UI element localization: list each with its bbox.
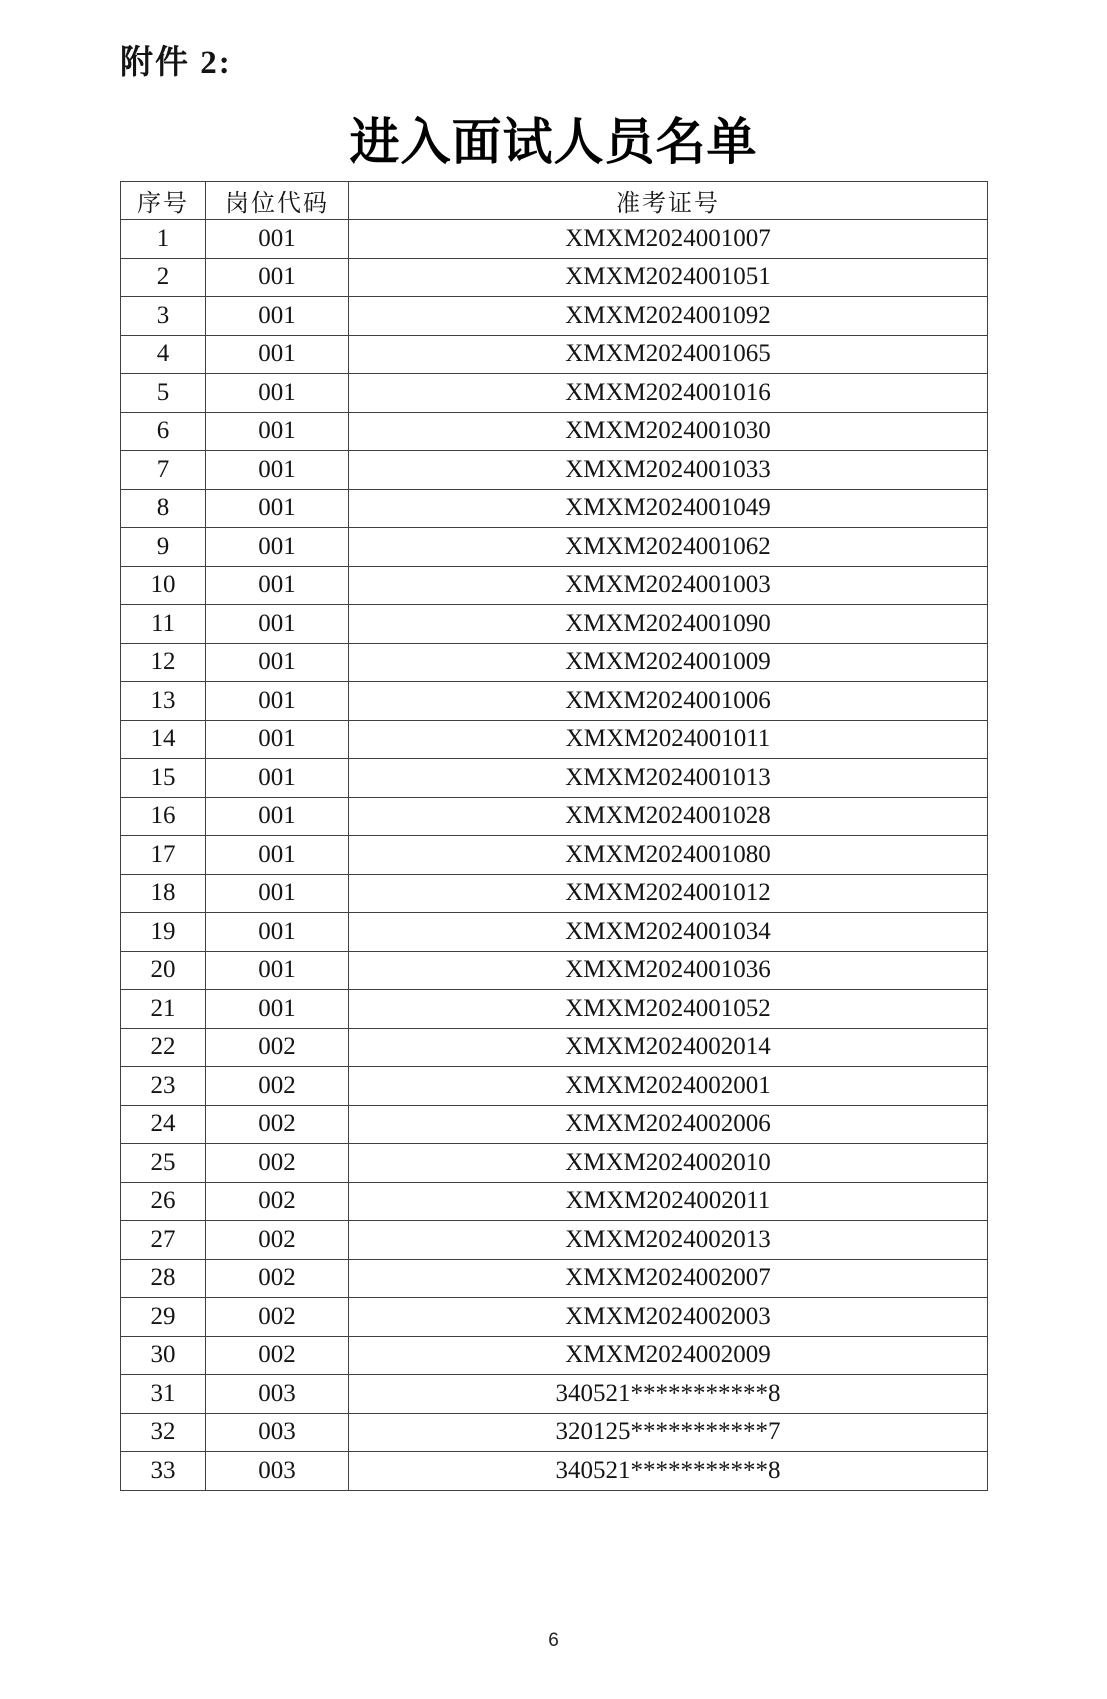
table-row (121, 1375, 988, 1414)
table-row (121, 682, 988, 721)
cell-position-code: 001 (205, 489, 348, 528)
table-row (121, 335, 988, 374)
cell-serial-number: 32 (121, 1413, 206, 1452)
cell-position-code: 003 (205, 1452, 348, 1491)
cell-ticket-number: XMXM2024002011 (349, 1182, 988, 1221)
page-number: 6 (548, 1630, 559, 1651)
cell-serial-number: 29 (121, 1298, 206, 1337)
table-row (121, 643, 988, 682)
table-body (121, 220, 988, 1491)
cell-serial-number: 18 (121, 874, 206, 913)
cell-serial-number: 22 (121, 1028, 206, 1067)
cell-serial-number: 11 (121, 605, 206, 644)
cell-position-code: 001 (205, 297, 348, 336)
cell-ticket-number: XMXM2024002003 (349, 1298, 988, 1337)
column-header-index: 序号 (121, 182, 206, 220)
table-row (121, 951, 988, 990)
table-row (121, 1105, 988, 1144)
table-row (121, 374, 988, 413)
cell-position-code: 002 (205, 1298, 348, 1337)
cell-serial-number: 21 (121, 990, 206, 1029)
cell-ticket-number: XMXM2024001009 (349, 643, 988, 682)
cell-ticket-number: XMXM2024002007 (349, 1259, 988, 1298)
attachment-label: 附件 2: (120, 45, 232, 81)
cell-serial-number: 3 (121, 297, 206, 336)
cell-position-code: 001 (205, 682, 348, 721)
cell-serial-number: 20 (121, 951, 206, 990)
cell-ticket-number: XMXM2024001011 (349, 720, 988, 759)
cell-position-code: 003 (205, 1413, 348, 1452)
table-header-row (121, 182, 988, 220)
cell-position-code: 001 (205, 951, 348, 990)
cell-ticket-number: XMXM2024001036 (349, 951, 988, 990)
cell-position-code: 001 (205, 643, 348, 682)
cell-serial-number: 24 (121, 1105, 206, 1144)
cell-ticket-number: XMXM2024001090 (349, 605, 988, 644)
table-row (121, 1182, 988, 1221)
cell-serial-number: 2 (121, 258, 206, 297)
cell-ticket-number: XMXM2024001013 (349, 759, 988, 798)
cell-position-code: 003 (205, 1375, 348, 1414)
cell-position-code: 001 (205, 451, 348, 490)
column-header-ticket: 准考证号 (349, 182, 988, 220)
cell-ticket-number: XMXM2024001080 (349, 836, 988, 875)
cell-position-code: 001 (205, 374, 348, 413)
cell-ticket-number: XMXM2024001051 (349, 258, 988, 297)
cell-serial-number: 30 (121, 1336, 206, 1375)
cell-position-code: 001 (205, 759, 348, 798)
cell-position-code: 001 (205, 874, 348, 913)
cell-ticket-number: XMXM2024001016 (349, 374, 988, 413)
cell-position-code: 002 (205, 1028, 348, 1067)
table-row (121, 1067, 988, 1106)
cell-serial-number: 8 (121, 489, 206, 528)
table-row (121, 836, 988, 875)
cell-serial-number: 13 (121, 682, 206, 721)
cell-ticket-number: XMXM2024002013 (349, 1221, 988, 1260)
table-row (121, 489, 988, 528)
table-row (121, 1144, 988, 1183)
cell-serial-number: 27 (121, 1221, 206, 1260)
cell-ticket-number: XMXM2024002014 (349, 1028, 988, 1067)
cell-ticket-number: XMXM2024001062 (349, 528, 988, 567)
cell-serial-number: 9 (121, 528, 206, 567)
table-row (121, 1298, 988, 1337)
cell-serial-number: 6 (121, 412, 206, 451)
table-row (121, 797, 988, 836)
table-row (121, 528, 988, 567)
cell-position-code: 001 (205, 990, 348, 1029)
cell-position-code: 001 (205, 605, 348, 644)
cell-ticket-number: XMXM2024001092 (349, 297, 988, 336)
table-row (121, 1452, 988, 1491)
cell-position-code: 001 (205, 335, 348, 374)
cell-ticket-number: 340521***********8 (349, 1375, 988, 1414)
cell-serial-number: 1 (121, 220, 206, 259)
cell-serial-number: 7 (121, 451, 206, 490)
page-title: 进入面试人员名单 (349, 114, 758, 170)
table-row (121, 220, 988, 259)
table-row (121, 720, 988, 759)
cell-serial-number: 19 (121, 913, 206, 952)
cell-ticket-number: XMXM2024001033 (349, 451, 988, 490)
table-row (121, 412, 988, 451)
cell-serial-number: 28 (121, 1259, 206, 1298)
table-row (121, 1413, 988, 1452)
cell-ticket-number: XMXM2024002010 (349, 1144, 988, 1183)
cell-position-code: 001 (205, 720, 348, 759)
cell-position-code: 001 (205, 258, 348, 297)
cell-ticket-number: XMXM2024001049 (349, 489, 988, 528)
table-row (121, 451, 988, 490)
table-row (121, 297, 988, 336)
cell-position-code: 001 (205, 566, 348, 605)
cell-ticket-number: XMXM2024001003 (349, 566, 988, 605)
cell-serial-number: 31 (121, 1375, 206, 1414)
cell-ticket-number: XMXM2024001028 (349, 797, 988, 836)
cell-position-code: 002 (205, 1182, 348, 1221)
cell-serial-number: 12 (121, 643, 206, 682)
cell-position-code: 002 (205, 1259, 348, 1298)
cell-ticket-number: XMXM2024001007 (349, 220, 988, 259)
cell-position-code: 001 (205, 913, 348, 952)
cell-serial-number: 17 (121, 836, 206, 875)
cell-position-code: 001 (205, 797, 348, 836)
cell-serial-number: 23 (121, 1067, 206, 1106)
cell-ticket-number: XMXM2024001006 (349, 682, 988, 721)
table-header (121, 182, 988, 220)
table-row (121, 913, 988, 952)
column-header-code: 岗位代码 (205, 182, 348, 220)
cell-position-code: 002 (205, 1105, 348, 1144)
cell-ticket-number: XMXM2024001030 (349, 412, 988, 451)
cell-ticket-number: 320125***********7 (349, 1413, 988, 1452)
cell-position-code: 001 (205, 220, 348, 259)
cell-position-code: 001 (205, 528, 348, 567)
cell-ticket-number: XMXM2024002009 (349, 1336, 988, 1375)
cell-position-code: 002 (205, 1144, 348, 1183)
cell-serial-number: 33 (121, 1452, 206, 1491)
cell-ticket-number: XMXM2024001052 (349, 990, 988, 1029)
table-row (121, 1221, 988, 1260)
table-row (121, 759, 988, 798)
interview-roster-table (120, 181, 988, 1491)
table-row (121, 605, 988, 644)
cell-ticket-number: XMXM2024002006 (349, 1105, 988, 1144)
table-row (121, 1259, 988, 1298)
cell-serial-number: 15 (121, 759, 206, 798)
table-row (121, 258, 988, 297)
cell-ticket-number: 340521***********8 (349, 1452, 988, 1491)
cell-position-code: 001 (205, 412, 348, 451)
cell-ticket-number: XMXM2024001012 (349, 874, 988, 913)
cell-position-code: 002 (205, 1067, 348, 1106)
table-row (121, 990, 988, 1029)
cell-serial-number: 25 (121, 1144, 206, 1183)
table-row (121, 566, 988, 605)
table-row (121, 874, 988, 913)
cell-serial-number: 5 (121, 374, 206, 413)
cell-serial-number: 10 (121, 566, 206, 605)
cell-serial-number: 4 (121, 335, 206, 374)
cell-serial-number: 16 (121, 797, 206, 836)
cell-position-code: 001 (205, 836, 348, 875)
cell-ticket-number: XMXM2024001065 (349, 335, 988, 374)
cell-serial-number: 14 (121, 720, 206, 759)
table-row (121, 1028, 988, 1067)
cell-position-code: 002 (205, 1336, 348, 1375)
cell-serial-number: 26 (121, 1182, 206, 1221)
cell-ticket-number: XMXM2024002001 (349, 1067, 988, 1106)
table-row (121, 1336, 988, 1375)
cell-ticket-number: XMXM2024001034 (349, 913, 988, 952)
cell-position-code: 002 (205, 1221, 348, 1260)
